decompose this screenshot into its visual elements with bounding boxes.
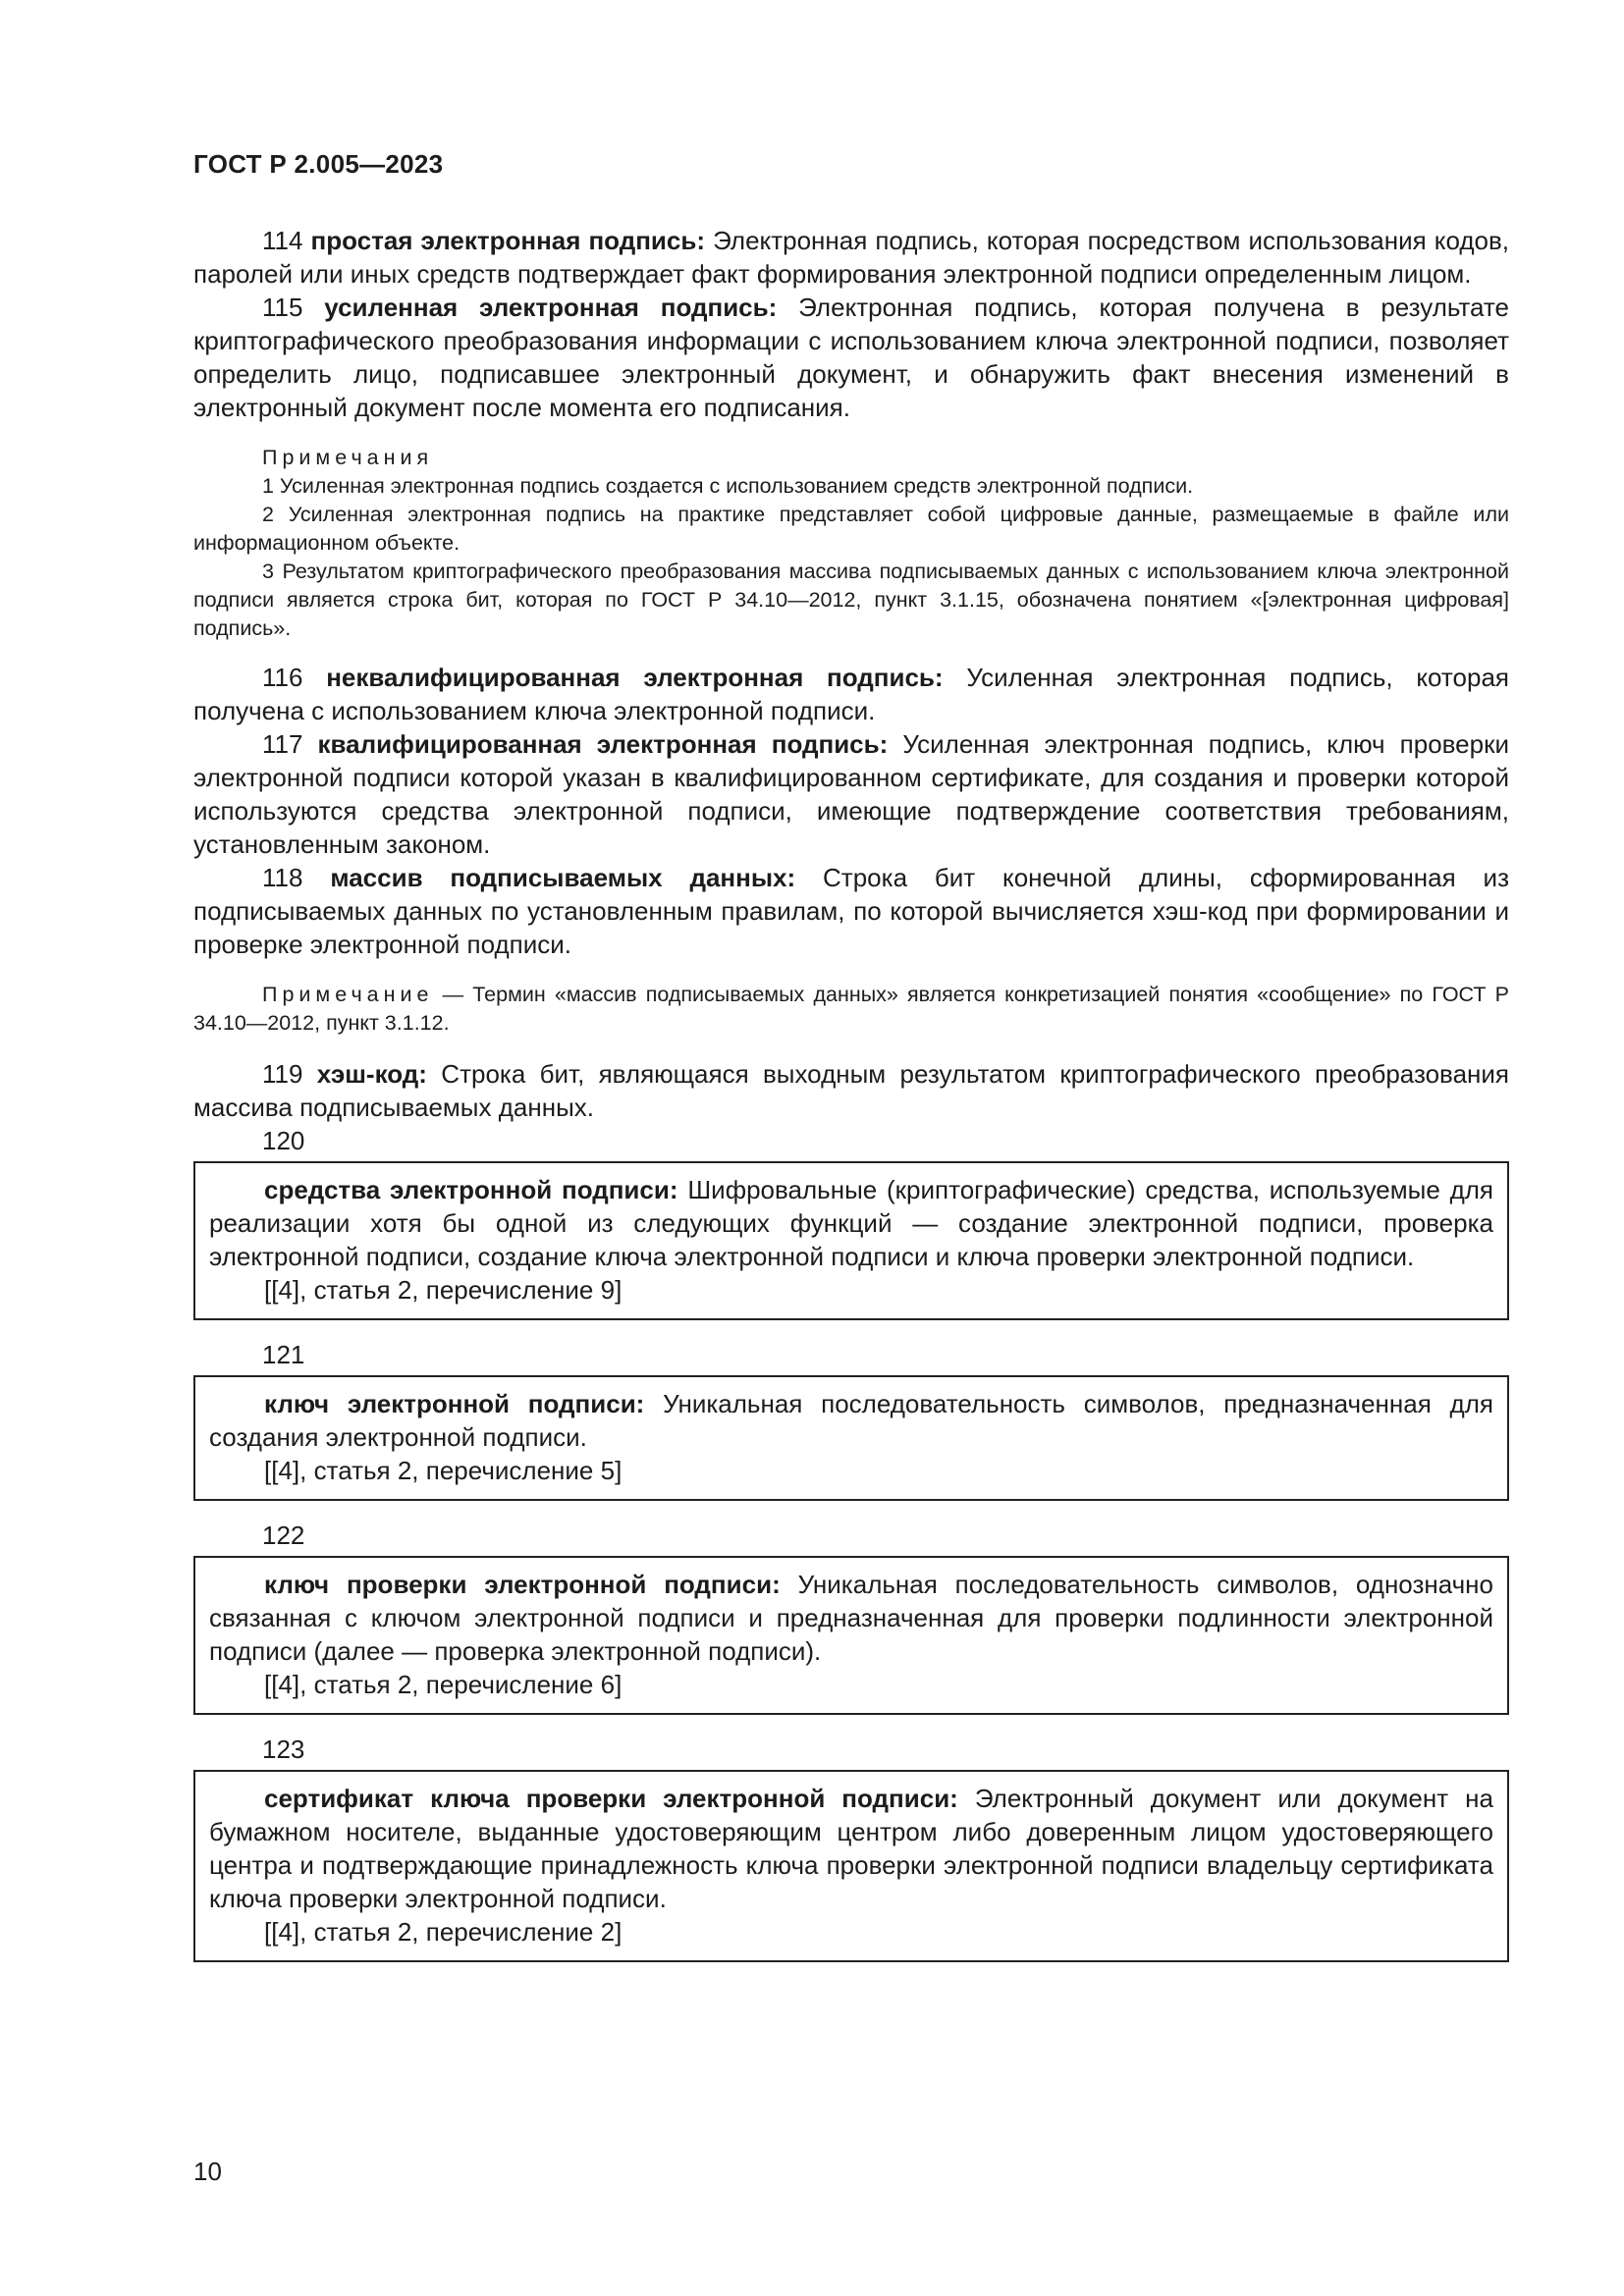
term-name: квалифицированная электронная подпись:	[317, 729, 889, 759]
term-name: хэш-код:	[316, 1059, 427, 1089]
term-reference: [[4], статья 2, перечисление 6]	[264, 1670, 623, 1699]
term-reference: [[4], статья 2, перечисление 2]	[264, 1917, 623, 1947]
term-119	[193, 1057, 1509, 1124]
term-definition: Электронная подпись, которая посредством использования кодов, паролей или иных средств подтверждает факт формирования электронной подписи определенным лицом.	[193, 226, 1509, 289]
document-header: ГОСТ Р 2.005—2023	[193, 149, 444, 179]
term-115	[193, 291, 1509, 424]
boxed-term-122	[193, 1556, 1509, 1715]
boxed-term-123	[193, 1770, 1509, 1962]
boxed-term-121	[193, 1375, 1509, 1501]
term-number: 115	[262, 293, 303, 322]
term-reference: [[4], статья 2, перечисление 9]	[264, 1275, 623, 1305]
page-number: 10	[193, 2157, 222, 2186]
term-name: средства электронной подписи:	[264, 1175, 678, 1204]
term-number: 117	[262, 729, 303, 759]
boxed-term-number: 122	[262, 1521, 305, 1550]
term-name: усиленная электронная подпись:	[324, 293, 778, 322]
term-name: ключ проверки электронной подписи:	[264, 1570, 781, 1599]
boxed-term-number: 121	[262, 1340, 305, 1369]
boxed-term-120	[193, 1161, 1509, 1320]
term-definition: Электронный документ или документ на бумажном носителе, выданные удостоверяющим центром либо доверенным лицом удостоверяющего центра и подтверждающие принадлежность ключа проверки электронной подписи владельцу сертификата ключа проверки электронной подписи.	[209, 1784, 1493, 1913]
note-label: Примечание	[262, 983, 434, 1006]
note-text: — Термин «массив подписываемых данных» является конкретизацией понятия «сообщение» по ГОСТ Р 34.10—2012, пункт 3.1.12.	[193, 983, 1509, 1035]
notes-block	[193, 444, 1509, 643]
notes-title: Примечания	[262, 446, 434, 469]
term-name: сертификат ключа проверки электронной подписи:	[264, 1784, 958, 1813]
boxed-term-text	[209, 1568, 1493, 1668]
term-name: ключ электронной подписи:	[264, 1389, 645, 1418]
boxed-term-text	[209, 1173, 1493, 1273]
term-number: 116	[262, 663, 303, 692]
term-reference: [[4], статья 2, перечисление 5]	[264, 1456, 623, 1485]
term-name: неквалифицированная электронная подпись:	[326, 663, 944, 692]
term-117	[193, 727, 1509, 861]
term-number: 114	[262, 226, 303, 255]
term-116	[193, 661, 1509, 727]
note-item: 1 Усиленная электронная подпись создается с использованием средств электронной подписи.	[262, 474, 1194, 498]
term-definition: Шифровальные (криптографические) средства, используемые для реализации хотя бы одной из следующих функций — создание электронной подписи, проверка электронной подписи, создание ключа электронной подписи и ключа проверки электронной подписи.	[209, 1175, 1494, 1271]
note-single	[193, 981, 1509, 1038]
note-item: 3 Результатом криптографического преобразования массива подписываемых данных с использованием ключа электронной подписи является строка бит, которая по ГОСТ Р 34.10—2012, пункт 3.1.15, обозначена понятием «[электронная цифровая] подпись».	[193, 560, 1509, 640]
term-number: 118	[262, 863, 303, 892]
term-definition: Строка бит, являющаяся выходным результатом криптографического преобразования массива подписываемых данных.	[193, 1059, 1510, 1122]
term-name: простая электронная подпись:	[310, 226, 706, 255]
term-definition: Усиленная электронная подпись, ключ проверки электронной подписи которой указан в квалифицированном сертификате, для создания и проверки которой используются средства электронной подписи, имеющие подтверждение соответствия требованиям, установленным законом.	[193, 729, 1509, 859]
note-item: 2 Усиленная электронная подпись на практике представляет собой цифровые данные, размещаемые в файле или информационном объекте.	[193, 503, 1509, 555]
term-definition: Уникальная последовательность символов, однозначно связанная с ключом электронной подписи и предназначенная для проверки подлинности электронной подписи (далее — проверка электронной подписи).	[209, 1570, 1493, 1666]
boxed-term-text	[209, 1782, 1493, 1915]
term-definition: Уникальная последовательность символов, предназначенная для создания электронной подписи.	[209, 1389, 1493, 1452]
document-body	[193, 224, 1509, 1980]
boxed-term-number: 120	[262, 1126, 305, 1155]
term-definition: Усиленная электронная подпись, которая получена с использованием ключа электронной подписи.	[193, 663, 1509, 725]
term-number: 119	[262, 1059, 303, 1089]
boxed-term-text	[209, 1387, 1493, 1454]
term-118	[193, 861, 1509, 961]
term-name: массив подписываемых данных:	[330, 863, 796, 892]
boxed-term-number: 123	[262, 1735, 305, 1764]
term-definition: Электронная подпись, которая получена в результате криптографического преобразования информации с использованием ключа электронной подписи, позволяет определить лицо, подписавшее электронный документ, и обнаружить факт внесения изменений в электронный документ после момента его подписания.	[193, 293, 1509, 422]
term-definition: Строка бит конечной длины, сформированная из подписываемых данных по установленным правилам, по которой вычисляется хэш-код при формировании и проверке электронной подписи.	[193, 863, 1509, 959]
term-114	[193, 224, 1509, 291]
